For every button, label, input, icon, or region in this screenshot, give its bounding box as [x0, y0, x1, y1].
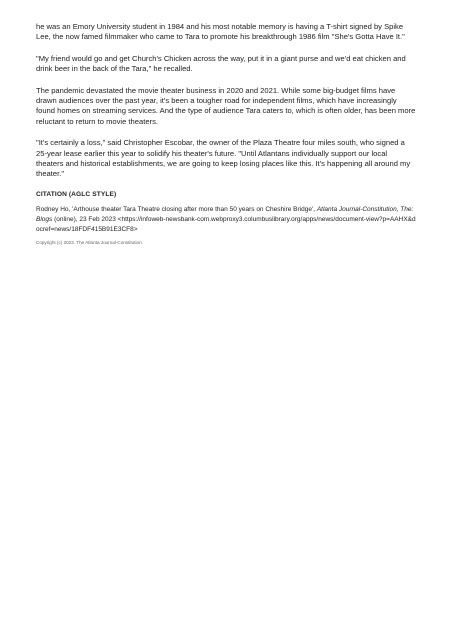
article-paragraph-3: The pandemic devastated the movie theater business in 2020 and 2021. While some big-budget films have drawn audiences over the past year, it's been a tougher road for independent films, which have increasingly found homes on streaming services. And the type of audience Tara caters to, which is often older, has been more reluctant to return to movie theaters. [36, 85, 416, 126]
citation-text [36, 205, 416, 235]
citation-suffix: (online), 23 Feb 2023 <https://infoweb-newsbank-com.webproxy3.columbuslibrary.org/apps/news/document-view?p=AAHX&docref=news/18FDF415B91E3CF8> [36, 215, 416, 233]
citation-journal: Atlanta Journal-Constitution, The: Blogs [36, 205, 414, 223]
article-paragraph-4: "It's certainly a loss," said Christopher Escobar, the owner of the Plaza Theatre four miles south, who signed a 25-year lease earlier this year to solidify his theater's future. "Until Atlantans individually support our local theaters and historical establishments, we are going to keep losing places like this. It's happening all around my theater." [36, 138, 411, 179]
copyright-notice: Copyright (c) 2023. The Atlanta Journal-Constitution. [36, 239, 143, 245]
citation-heading: CITATION (AGLC STYLE) [36, 190, 117, 198]
article-paragraph-1: he was an Emory University student in 1984 and his most notable memory is having a T-shirt signed by Spike Lee, the now famed filmmaker who came to Tara to promote his breakthrough 1986 film "She's Gotta Have It." [36, 22, 405, 42]
article-paragraph-2: "My friend would go and get Church's Chicken across the way, put it in a giant purse and we'd eat chicken and drink beer in the back of the Tara," he recalled. [36, 53, 406, 74]
citation-prefix: Rodney Ho, 'Arthouse theater Tara Theatre closing after more than 50 years on Cheshire Bridge', [36, 205, 317, 213]
